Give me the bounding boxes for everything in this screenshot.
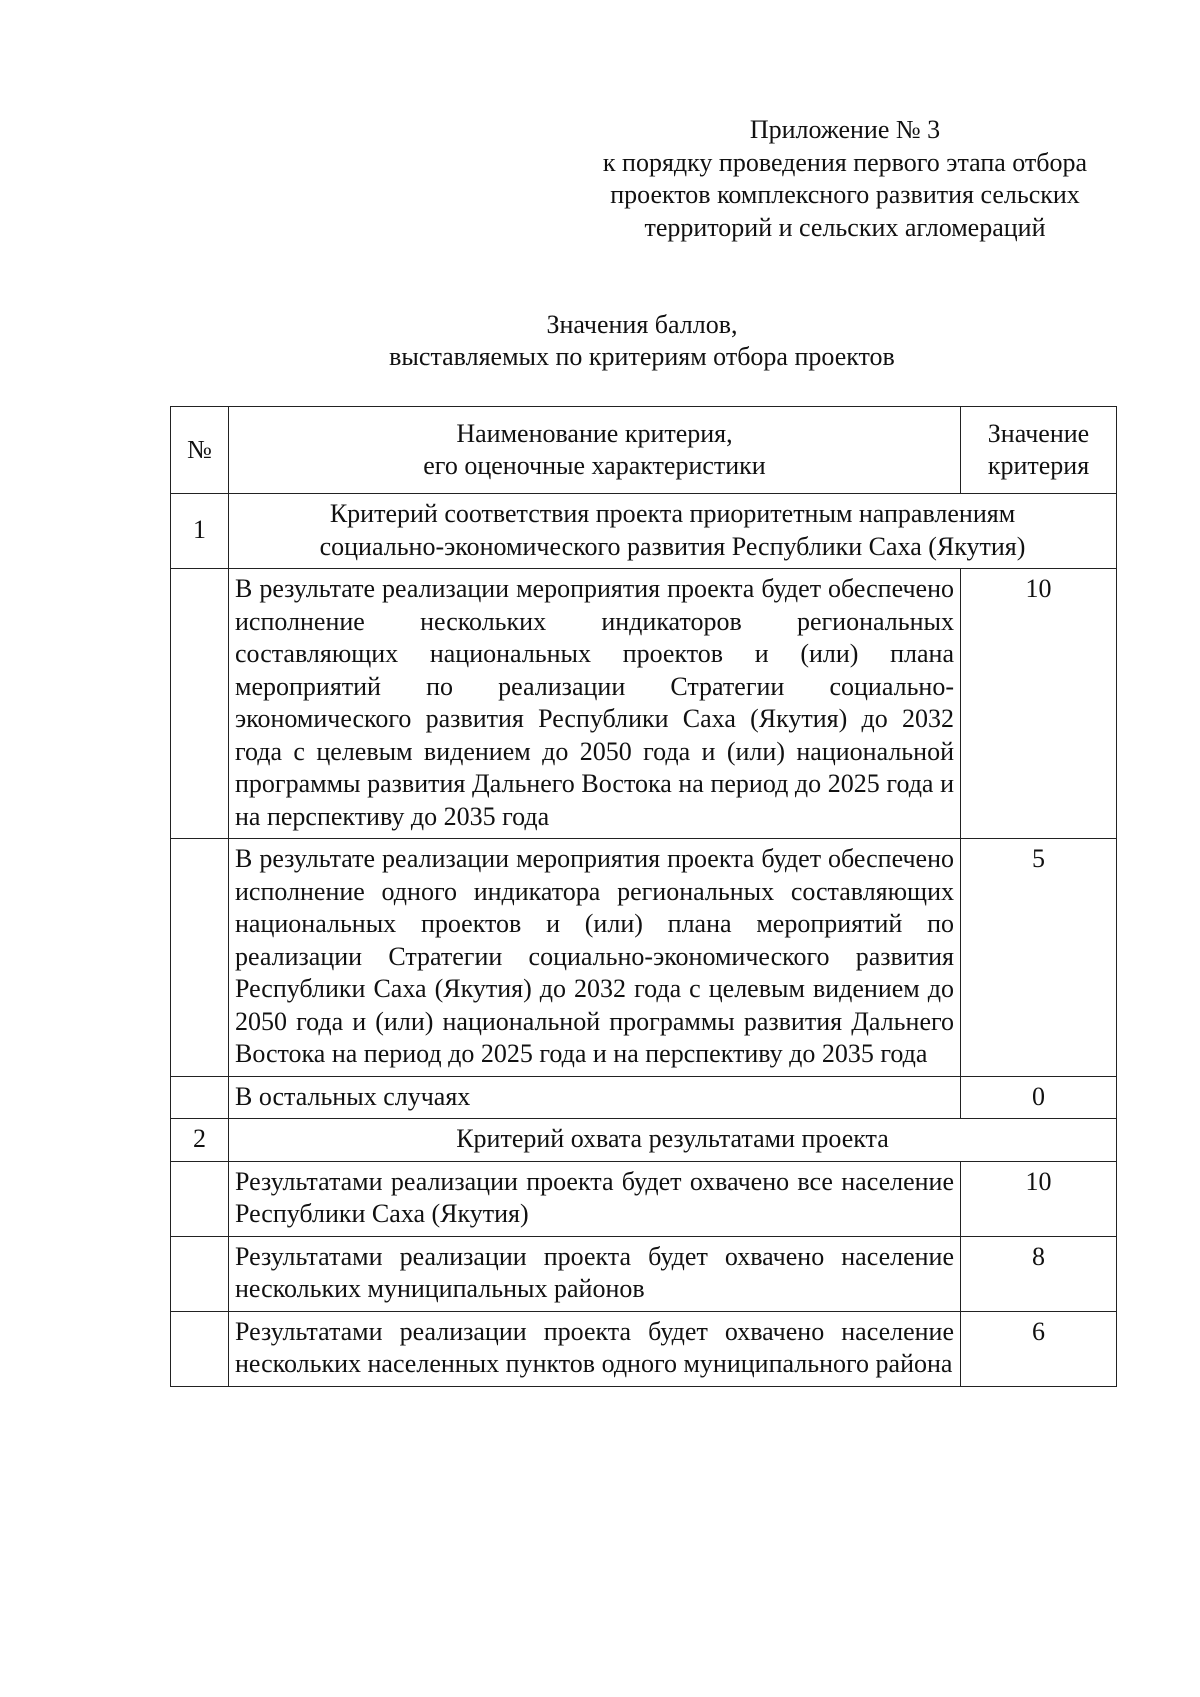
criterion-row bbox=[171, 1119, 1117, 1162]
header-name-line: его оценочные характеристики bbox=[423, 451, 766, 480]
criterion-number: 2 bbox=[171, 1119, 229, 1162]
criterion-title bbox=[229, 494, 1117, 569]
option-value: 0 bbox=[961, 1076, 1117, 1119]
header-value-line: Значение bbox=[987, 418, 1090, 448]
appendix-line: проектов комплексного развития сельских bbox=[610, 180, 1080, 209]
criterion-title-line: социально-экономического развития Республики Саха (Якутия) bbox=[319, 531, 1026, 561]
appendix-line: к порядку проведения первого этапа отбора bbox=[602, 147, 1088, 177]
header-name bbox=[229, 407, 961, 494]
table-row bbox=[171, 1076, 1117, 1119]
table-row bbox=[171, 1236, 1117, 1311]
empty-num-cell bbox=[171, 1161, 229, 1236]
title-line: Значения баллов, bbox=[546, 310, 738, 339]
header-value bbox=[961, 407, 1117, 494]
option-value: 10 bbox=[961, 569, 1117, 839]
option-description: В результате реализации мероприятия проекта будет обеспечено исполнение нескольких индикаторов региональных составляющих национальных проектов и (или) плана мероприятий по реализации Стратегии социально-экономического развития Республики Саха (Якутия) до 2032 года с целевым видением до 2050 года и (или) национальной программы развития Дальнего Востока на период до 2025 года и на перспективу до 2035 года bbox=[229, 569, 961, 839]
criteria-table bbox=[170, 406, 1117, 1387]
option-description: Результатами реализации проекта будет охвачено население нескольких населенных пунктов одного муниципального района bbox=[229, 1311, 961, 1386]
empty-num-cell bbox=[171, 839, 229, 1077]
criterion-title: Критерий охвата результатами проекта bbox=[229, 1119, 1117, 1162]
appendix-line: территорий и сельских агломераций bbox=[644, 212, 1046, 242]
criterion-row bbox=[171, 494, 1117, 569]
criterion-title-line: Критерий соответствия проекта приоритетным направлениям bbox=[329, 499, 1016, 528]
header-num: № bbox=[171, 407, 229, 494]
empty-num-cell bbox=[171, 1311, 229, 1386]
option-value: 10 bbox=[961, 1161, 1117, 1236]
appendix-number: Приложение № 3 bbox=[749, 115, 941, 144]
table-row bbox=[171, 1161, 1117, 1236]
header-name-line: Наименование критерия, bbox=[456, 418, 733, 448]
option-value: 5 bbox=[961, 839, 1117, 1077]
table-row bbox=[171, 839, 1117, 1077]
header-value-line: критерия bbox=[987, 451, 1090, 480]
empty-num-cell bbox=[171, 569, 229, 839]
appendix-header bbox=[580, 114, 1110, 244]
option-description: В остальных случаях bbox=[229, 1076, 961, 1119]
option-value: 8 bbox=[961, 1236, 1117, 1311]
table-header-row bbox=[171, 407, 1117, 494]
document-title bbox=[170, 309, 1114, 373]
empty-num-cell bbox=[171, 1236, 229, 1311]
option-description: В результате реализации мероприятия проекта будет обеспечено исполнение одного индикатора региональных составляющих национальных проектов и (или) плана мероприятий по реализации Стратегии социально-экономического развития Республики Саха (Якутия) до 2032 года с целевым видением до 2050 года и (или) национальной программы развития Дальнего Востока на период до 2025 года и на перспективу до 2035 года bbox=[229, 839, 961, 1077]
table-row bbox=[171, 569, 1117, 839]
table-row bbox=[171, 1311, 1117, 1386]
option-description: Результатами реализации проекта будет охвачено население нескольких муниципальных районов bbox=[229, 1236, 961, 1311]
criterion-number: 1 bbox=[171, 494, 229, 569]
empty-num-cell bbox=[171, 1076, 229, 1119]
title-line: выставляемых по критериям отбора проектов bbox=[389, 342, 895, 371]
option-value: 6 bbox=[961, 1311, 1117, 1386]
option-description: Результатами реализации проекта будет охвачено все население Республики Саха (Якутия) bbox=[229, 1161, 961, 1236]
